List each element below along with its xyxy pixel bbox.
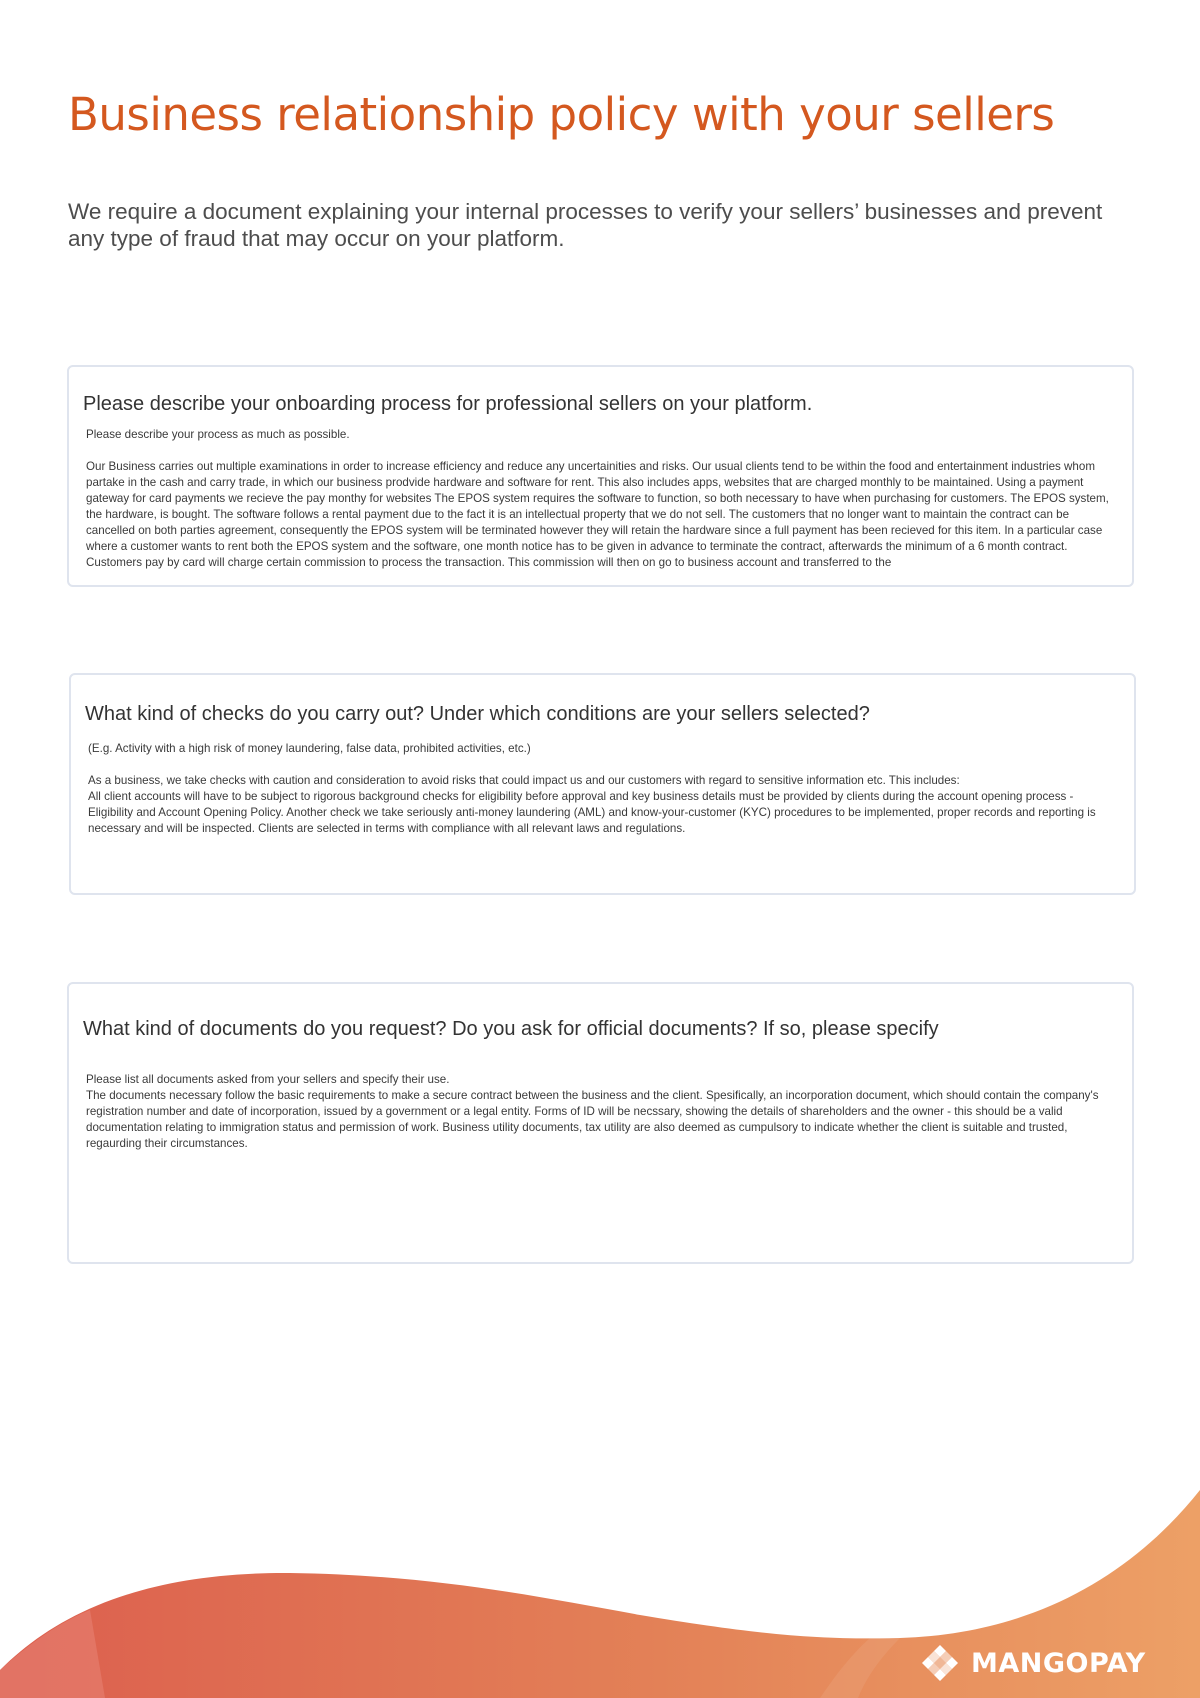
onboarding-process-textarea[interactable] (86, 427, 1118, 571)
requested-documents-hint: Please list all documents asked from your sellers and specify their use. (86, 1073, 450, 1086)
onboarding-process-section (67, 365, 1134, 587)
intro-text: We require a document explaining your internal processes to verify your sellers’ businesses and prevent any type of fraud that may occur on your platform. (68, 199, 1103, 251)
requested-documents-textarea[interactable] (86, 1072, 1118, 1152)
onboarding-process-hint: Please describe your process as much as possible. (86, 428, 350, 441)
brand-name: MANGOPAY (971, 1647, 1146, 1679)
mangopay-brand (920, 1643, 1146, 1683)
seller-checks-answer: All client accounts will have to be subject to rigorous background checks for eligibility before approval and key business details must be provided by clients during the account opening process - Eligibility and Account Opening Policy. Another check we take seriously anti-money laundering (AML) and know-your-customer (KYC) procedures to be implemented, proper records and reporting is necessary and will be inspected. Clients are selected in terms with compliance with all relevant laws and regulations. (88, 790, 1096, 835)
seller-checks-textarea[interactable] (88, 741, 1120, 837)
onboarding-process-answer: Our Business carries out multiple examinations in order to increase efficiency and reduce any uncertainities and risks. Our usual clients tend to be within the food and entertainment industries whom partake in the cash and carry trade, in which our business prodvide hardware and software for rent. This also includes apps, websites that are charged monthly to be maintained. Using a payment gateway for card payments we recieve the pay monthy for websites The EPOS system requires the software to function, so both necessary to have when purchasing for customers. The EPOS system, the hardware, is bought. The software follows a rental payment due to the fact it is an intellectual property that we do not sell. The customers that no longer want to maintain the contract can be cancelled on both parties agreement, consequently the EPOS system will be terminated however they will retain the hardware since a full payment has been recieved for this item. In a particular case where a customer wants to rent both the EPOS system and the software, one month notice has to be given in advance to terminate the contract, afterwards the minimum of a 6 month contract. Customers pay by card will charge certain commission to process the transaction. This commission will then on go to business account and transferred to the (86, 460, 1109, 569)
requested-documents-heading: What kind of documents do you request? Do you ask for official documents? If so, please specify (83, 1018, 939, 1040)
seller-checks-answer-intro: As a business, we take checks with caution and consideration to avoid risks that could impact us and our customers with regard to sensitive information etc. This includes: (88, 774, 960, 787)
requested-documents-answer: The documents necessary follow the basic requirements to make a secure contract between the business and the client. Spesifically, an incorporation document, which should contain the company's registration number and date of incorporation, issued by a government or a legal entity. Forms of ID will be necssary, showing the details of shareholders and the owner - this should be a valid documentation relating to immigration status and permission of work. Business utility documents, tax utility are also deemed as cumpulsory to indicate whether the client is suitable and trusted, regaurding their circumstances. (86, 1089, 1099, 1150)
seller-checks-heading: What kind of checks do you carry out? Under which conditions are your sellers selected? (85, 703, 870, 725)
seller-checks-hint: (E.g. Activity with a high risk of money laundering, false data, prohibited activities, etc.) (88, 742, 531, 755)
mangopay-diamond-icon (920, 1643, 960, 1683)
seller-checks-section (69, 673, 1136, 895)
page-title: Business relationship policy with your sellers (68, 88, 1055, 141)
requested-documents-section (67, 982, 1134, 1264)
onboarding-process-heading: Please describe your onboarding process for professional sellers on your platform. (83, 393, 813, 415)
